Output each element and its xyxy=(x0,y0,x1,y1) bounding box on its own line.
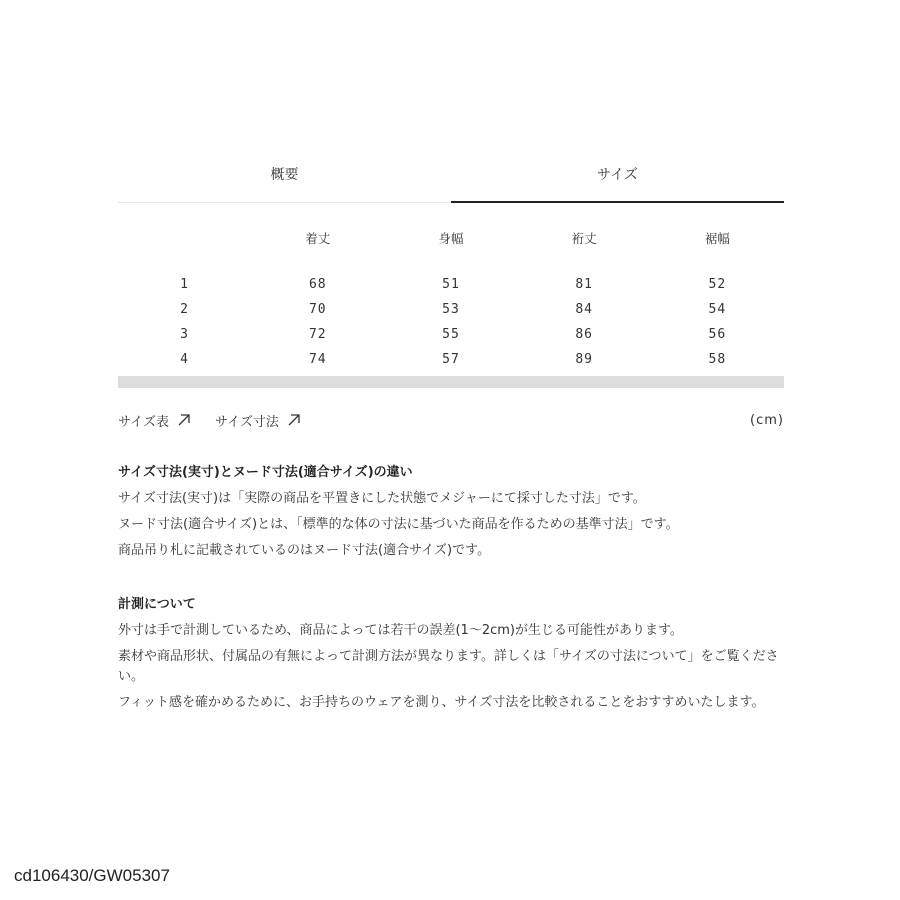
section-text: 商品吊り札に記載されているのはヌード寸法(適合サイズ)です。 xyxy=(118,543,491,558)
section-text: ヌード寸法(適合サイズ)とは、「標準的な体の寸法に基づいた商品を作るための基準寸法」です。 xyxy=(118,517,679,532)
table-cell: 68 xyxy=(308,277,327,292)
tab-bar xyxy=(118,150,784,204)
table-row xyxy=(118,322,784,347)
table-horizontal-scrollbar[interactable] xyxy=(118,376,784,388)
product-code: cd106430/GW05307 xyxy=(14,866,170,885)
unit-label: (cm) xyxy=(750,412,784,428)
table-header-width: 身幅 xyxy=(438,231,464,246)
table-header-size xyxy=(118,224,251,252)
table-cell: 52 xyxy=(708,277,727,292)
active-tab-indicator xyxy=(451,201,784,203)
table-row xyxy=(118,297,784,322)
section-title: サイズ寸法(実寸)とヌード寸法(適合サイズ)の違い xyxy=(118,465,413,480)
measurement-section xyxy=(118,595,786,719)
table-header-hem: 裾幅 xyxy=(704,231,730,246)
section-title: 計測について xyxy=(118,597,196,612)
table-cell: 81 xyxy=(575,277,593,292)
size-table xyxy=(118,224,784,372)
tab-size[interactable]: サイズ xyxy=(597,167,638,183)
size-chart-link[interactable] xyxy=(118,411,191,430)
table-cell: 2 xyxy=(180,302,189,317)
table-header-sleeve: 裄丈 xyxy=(571,231,597,246)
table-cell: 55 xyxy=(442,327,460,342)
section-text: フィット感を確かめるために、お手持ちのウェアを測り、サイズ寸法を比較されることをおすすめいたします。 xyxy=(118,695,765,710)
table-cell: 74 xyxy=(308,352,327,367)
table-cell: 4 xyxy=(180,352,189,367)
table-cell: 54 xyxy=(708,302,727,317)
table-spacer xyxy=(118,252,784,272)
table-cell: 51 xyxy=(442,277,460,292)
tab-overview[interactable]: 概要 xyxy=(270,167,299,183)
table-cell: 84 xyxy=(575,302,593,317)
table-row xyxy=(118,347,784,372)
size-chart-link-label: サイズ表 xyxy=(118,414,169,430)
table-cell: 3 xyxy=(180,327,189,342)
table-header-row xyxy=(118,224,784,252)
size-difference-section xyxy=(118,463,798,567)
table-cell: 1 xyxy=(180,277,189,292)
size-measure-link-label: サイズ寸法 xyxy=(214,414,279,430)
table-header-length: 着丈 xyxy=(305,231,331,246)
external-arrow-icon xyxy=(287,413,301,427)
table-cell: 89 xyxy=(575,352,593,367)
section-text: 素材や商品形状、付属品の有無によって計測方法が異なります。詳しくは「サイズの寸法について」をご覧ください。 xyxy=(118,649,779,684)
external-arrow-icon xyxy=(177,413,191,427)
section-text: サイズ寸法(実寸)は「実際の商品を平置きにした状態でメジャーにて採寸した寸法」です。 xyxy=(118,491,646,506)
table-cell: 57 xyxy=(442,352,460,367)
table-cell: 70 xyxy=(308,302,327,317)
table-cell: 72 xyxy=(308,327,327,342)
table-cell: 53 xyxy=(442,302,460,317)
section-text: 外寸は手で計測しているため、商品によっては若干の誤差(1〜2cm)が生じる可能性があります。 xyxy=(118,623,683,638)
table-cell: 56 xyxy=(708,327,727,342)
table-row xyxy=(118,272,784,297)
size-measure-link[interactable] xyxy=(215,411,301,430)
table-cell: 58 xyxy=(708,352,727,367)
table-cell: 86 xyxy=(575,327,593,342)
size-links xyxy=(118,408,784,432)
